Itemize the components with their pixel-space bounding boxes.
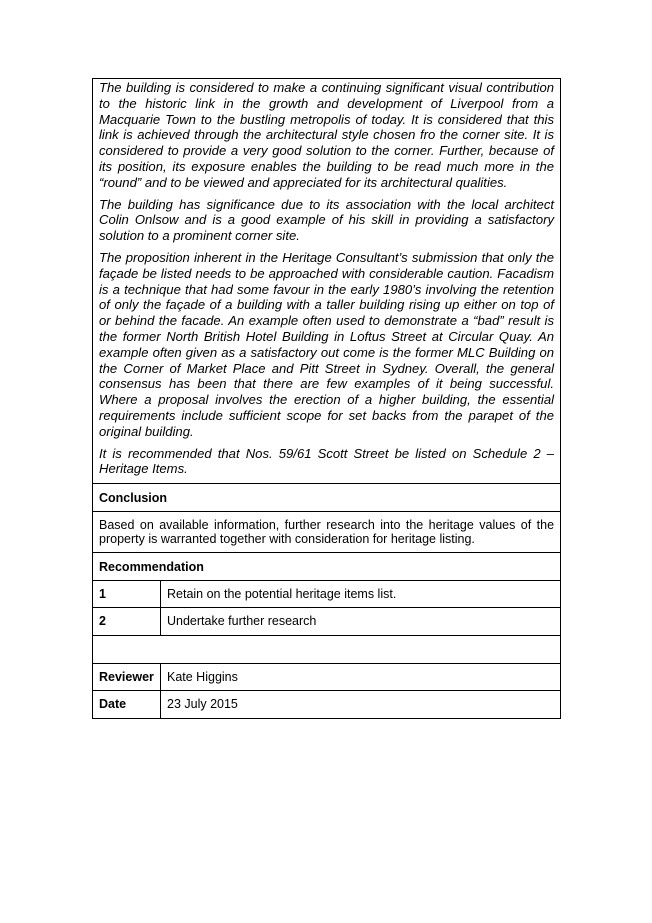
heritage-assessment-table — [92, 78, 561, 719]
date-row — [93, 691, 561, 719]
empty-row — [93, 635, 561, 663]
conclusion-text: Based on available information, further research into the heritage values of the property is warranted together with consideration for heritage listing. — [93, 511, 561, 552]
significance-cell — [93, 79, 561, 484]
reviewer-value: Kate Higgins — [161, 663, 561, 691]
significance-paragraph: It is recommended that Nos. 59/61 Scott Street be listed on Schedule 2 – Heritage Items. — [99, 445, 555, 477]
recommendation-text: Undertake further research — [161, 608, 561, 636]
recommendation-number: 2 — [93, 608, 161, 636]
recommendation-item-row — [93, 580, 561, 608]
date-value: 23 July 2015 — [161, 691, 561, 719]
conclusion-body-row — [93, 511, 561, 552]
recommendation-text: Retain on the potential heritage items list. — [161, 580, 561, 608]
significance-row — [93, 79, 561, 484]
recommendation-number: 1 — [93, 580, 161, 608]
significance-paragraph: The proposition inherent in the Heritage Consultant’s submission that only the façade be listed needs to be approached with considerable caution. Facadism is a technique that had some favour in the early 1980’s involving the retention of only the façade of a building with a taller building rising up either on top of or behind the facade. An example often used to demonstrate a “bad” result is the former North British Hotel Building in Loftus Street at Circular Quay. An example often given as a satisfactory out come is the former MLC Building on the Corner of Market Place and Pitt Street in Sydney. Overall, the general consensus has been that there are few examples of it being successful. Where a proposal involves the erection of a higher building, the essential requirements include sufficient scope for set backs from the parapet of the original building. — [99, 249, 555, 439]
reviewer-row — [93, 663, 561, 691]
conclusion-heading-row — [93, 484, 561, 512]
reviewer-label: Reviewer — [93, 663, 161, 691]
recommendation-heading-row — [93, 552, 561, 580]
significance-paragraph: The building has significance due to its association with the local architect Colin Onlsow and is a good example of his skill in providing a satisfactory solution to a prominent corner site. — [99, 196, 555, 244]
recommendation-heading: Recommendation — [93, 552, 561, 580]
conclusion-heading: Conclusion — [93, 484, 561, 512]
recommendation-item-row — [93, 608, 561, 636]
empty-cell — [93, 635, 561, 663]
date-label: Date — [93, 691, 161, 719]
significance-paragraph: The building is considered to make a continuing significant visual contribution to the historic link in the growth and development of Liverpool from a Macquarie Town to the bustling metropolis of today. It is considered that this link is achieved through the architectural style chosen fro the corner site. It is considered to provide a very good solution to the corner. Further, because of its position, its exposure enables the building to be read much more in the “round” and to be viewed and appreciated for its architectural qualities. — [99, 80, 555, 190]
